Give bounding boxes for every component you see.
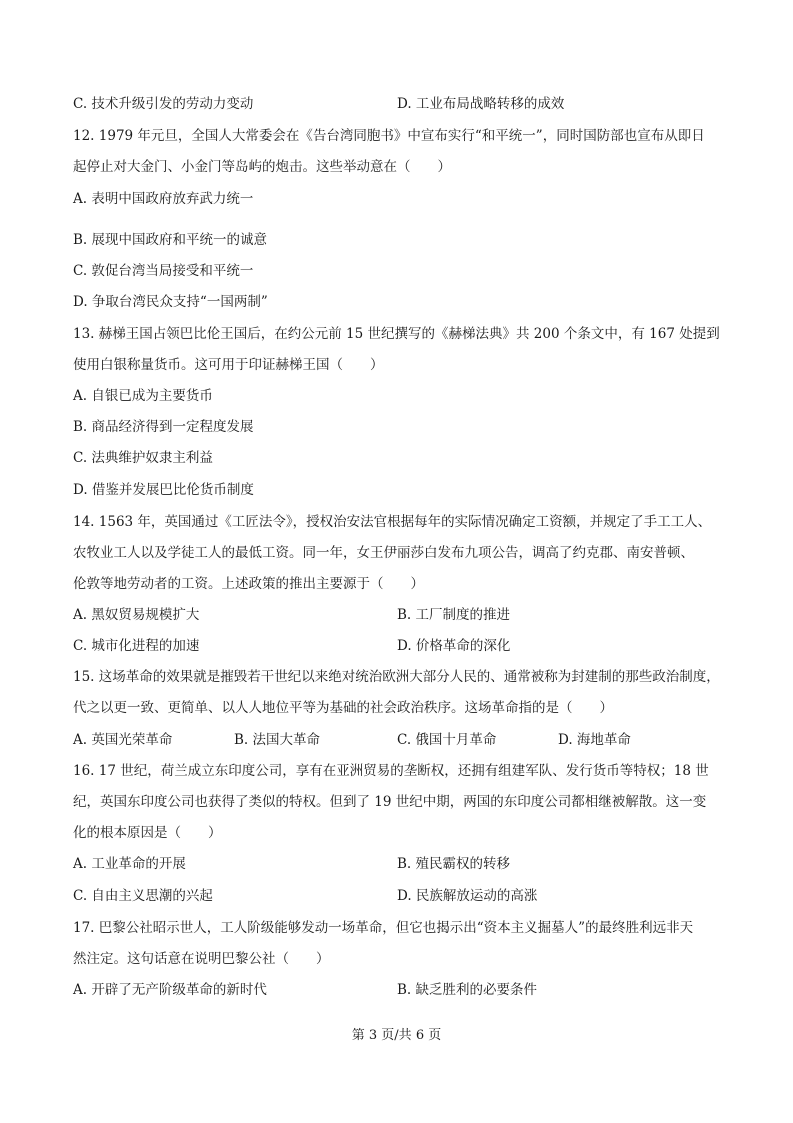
q13-option-b: B. 商品经济得到一定程度发展 (73, 419, 254, 435)
q16-option-c: C. 自由主义思潮的兴起 (73, 888, 213, 904)
q13-stem-line2: 使用白银称量货币。这可用于印证赫梯王国（ ） (73, 357, 384, 373)
q12-option-d: D. 争取台湾民众支持“一国两制” (73, 294, 268, 310)
q15-option-b: B. 法国大革命 (234, 732, 321, 748)
q17-option-b: B. 缺乏胜利的必要条件 (397, 982, 538, 998)
q15-stem-line2: 代之以更一致、更简单、以人人地位平等为基础的社会政治秩序。这场革命指的是（ ） (73, 700, 613, 716)
page-number-footer: 第 3 页/共 6 页 (351, 1028, 442, 1043)
q13-option-d: D. 借鉴并发展巴比伦货币制度 (73, 482, 254, 498)
q13-stem-line1: 13. 赫梯王国占领巴比伦王国后，在约公元前 15 世纪撰写的《赫梯法典》共 200 个条文中，有 167 处提到 (73, 326, 720, 342)
q15-option-c: C. 俄国十月革命 (397, 732, 497, 748)
q14-stem-line2: 农牧业工人以及学徒工人的最低工资。同一年，女王伊丽莎白发布九项公告，调高了约克郡、南安普顿、 (73, 545, 694, 561)
q16-option-a: A. 工业革命的开展 (73, 856, 186, 872)
q12-option-c: C. 敦促台湾当局接受和平统一 (73, 263, 254, 279)
q13-option-c: C. 法典维护奴隶主利益 (73, 450, 213, 466)
q14-option-c: C. 城市化进程的加速 (73, 638, 200, 654)
q14-stem-line3: 伦敦等地劳动者的工资。上述政策的推出主要源于（ ） (73, 576, 424, 592)
q13-option-a: A. 自银已成为主要货币 (73, 388, 213, 404)
q14-option-d: D. 价格革命的深化 (397, 638, 511, 654)
q12-option-a: A. 表明中国政府放弃武力统一 (73, 191, 254, 207)
q15-option-a: A. 英国光荣革命 (73, 732, 173, 748)
q12-option-b: B. 展现中国政府和平统一的诚意 (73, 232, 268, 248)
q16-stem-line2: 纪，英国东印度公司也获得了类似的特权。但到了 19 世纪中期，两国的东印度公司都相继被解散。这一变 (73, 794, 707, 810)
q16-stem-line3: 化的根本原因是（ ） (73, 825, 222, 841)
q15-stem-line1: 15. 这场革命的效果就是摧毁若干世纪以来绝对统治欧洲大部分人民的、通常被称为封建制的那些政治制度， (73, 669, 720, 685)
q17-option-a: A. 开辟了无产阶级革命的新时代 (73, 982, 267, 998)
q16-stem-line1: 16. 17 世纪，荷兰成立东印度公司，享有在亚洲贸易的垄断权，还拥有组建军队、发行货币等特权；18 世 (73, 763, 709, 779)
q17-stem-line2: 然注定。这句话意在说明巴黎公社（ ） (73, 951, 330, 967)
q11-option-c: C. 技术升级引发的劳动力变动 (73, 96, 254, 112)
q16-option-d: D. 民族解放运动的高涨 (397, 888, 538, 904)
q11-option-d: D. 工业布局战略转移的成效 (397, 96, 565, 112)
q12-stem-line1: 12. 1979 年元旦，全国人大常委会在《告台湾同胞书》中宣布实行“和平统一”，同时国防部也宣布从即日 (73, 128, 705, 144)
q15-option-d: D. 海地革命 (558, 732, 631, 748)
q16-option-b: B. 殖民霸权的转移 (397, 856, 511, 872)
q14-option-b: B. 工厂制度的推进 (397, 607, 511, 623)
q12-stem-line2: 起停止对大金门、小金门等岛屿的炮击。这些举动意在（ ） (73, 159, 451, 175)
q14-stem-line1: 14. 1563 年，英国通过《工匠法令》，授权治安法官根据每年的实际情况确定工资额，并规定了手工工人、 (73, 514, 712, 530)
q14-option-a: A. 黑奴贸易规模扩大 (73, 607, 200, 623)
q17-stem-line1: 17. 巴黎公社昭示世人，工人阶级能够发动一场革命，但它也揭示出“资本主义掘墓人”的最终胜利远非天 (73, 920, 694, 936)
